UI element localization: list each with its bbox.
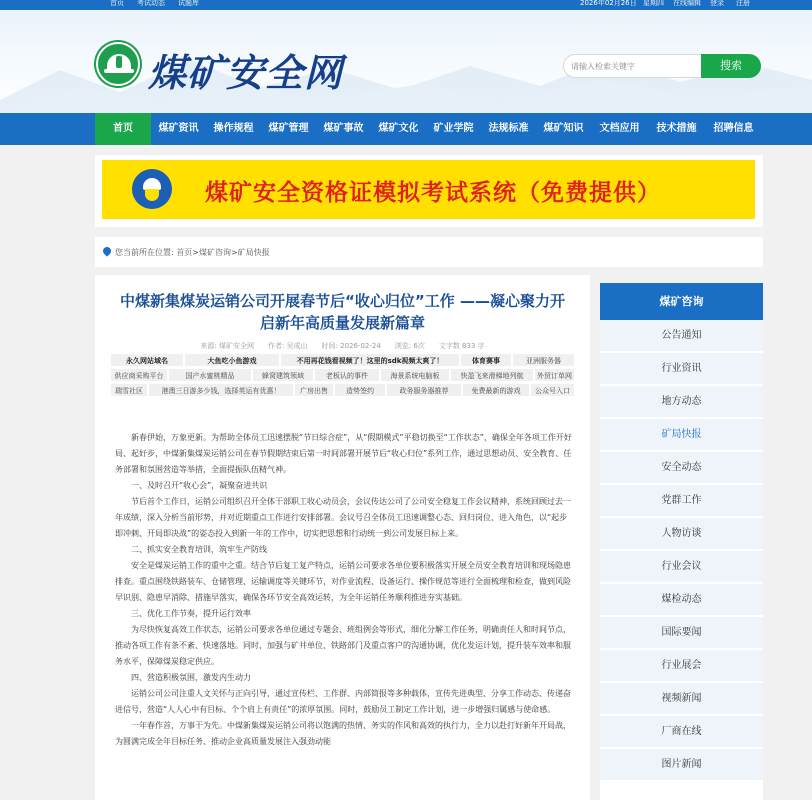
ad-link[interactable]: 造势签约	[334, 383, 386, 397]
nav-item-tech-measures[interactable]: 技术措施	[656, 123, 697, 134]
ad-link[interactable]: 免费最新的游戏	[462, 383, 530, 397]
top-date: 2026年02月26日	[580, 0, 637, 7]
top-link-exam-news[interactable]: 考试动态	[137, 0, 165, 7]
nav-item-academy[interactable]: 矿业学院	[433, 123, 474, 134]
breadcrumb	[95, 237, 763, 267]
main-nav	[0, 113, 812, 145]
ad-link[interactable]: 体育赛事	[460, 353, 512, 367]
article-paragraph: 一年春作首，万事干为先。中煤新集煤炭运销公司将以饱满的热情、务实的作风和高效的执行力，全力以赴打好新年开局战，为圆满完成全年目标任务、推动企业高质量发展注入强劲动能	[115, 721, 571, 746]
article-paragraph: 安全是煤炭运销工作的重中之重。结合节后复工复产特点，运销公司要求各单位要积极落实开展全员安全教育培训和现场隐患排查。重点围绕铁路装车、仓储管理、运输调度等关键环节，对作业流程、设备运行、操作规范等进行全面梳理和检查，做到风险早识别、隐患早消除、措施早落实，确保各环节安全高效运转，为全年运销任务顺利推进夯实基础。	[115, 561, 571, 602]
nav-item-management[interactable]: 煤矿管理	[268, 123, 309, 134]
article-paragraph: 为尽快恢复高效工作状态，运销公司要求各单位通过专题会、班组例会等形式，细化分解工作任务，明确责任人和时间节点，推动各项工作有条不紊、快速落地。同时，加强与矿井单位、铁路部门及重点客户的沟通协调，优化发运计划，提升装车效率和服务水平，保障煤炭稳定供应。	[115, 625, 571, 666]
sidebar-item-meetings[interactable]: 行业会议	[600, 551, 763, 583]
nav-item-regulations[interactable]: 法规标准	[488, 123, 529, 134]
article-paragraph: 新春伊始，万象更新。为帮助全体员工迅速摆脱“节日综合症”，从“假期模式”平稳切换至“工作状态”，确保全年各项工作开好局、起好步，中煤新集煤炭运销公司在春节假期结束后第一时间部署开展节后“收心归位”系列工作，通过思想动员、安全教育、任务部署和氛围营造等举措，全面提振队伍精气神。	[115, 433, 572, 474]
ad-link[interactable]: 瑞雪社区	[110, 383, 148, 397]
ad-link[interactable]: 不用再花钱看视频了！这里的sdk视频太爽了！	[280, 353, 460, 367]
category-sidebar	[600, 283, 763, 800]
article-title: 中煤新集煤炭运销公司开展春节后“收心归位”工作 ——凝心聚力开启新年高质量发展新篇章	[120, 292, 565, 332]
ad-links-table	[110, 353, 575, 397]
nav-item-culture[interactable]: 煤矿文化	[378, 123, 419, 134]
top-link-question-bank[interactable]: 试题库	[178, 0, 199, 7]
ad-link[interactable]: 海景系统电脑板	[380, 368, 450, 382]
ad-link[interactable]: 国产水蜜桃精品	[168, 368, 252, 382]
search-button[interactable]: 搜索	[701, 54, 761, 78]
ad-link[interactable]: 供应商采购平台	[110, 368, 168, 382]
sidebar-item-bureau-bulletin[interactable]: 矿局快报	[600, 419, 763, 451]
banner-container	[95, 155, 763, 227]
sidebar-item-party-work[interactable]: 党群工作	[600, 485, 763, 517]
ad-link[interactable]: 快盈飞来滑梯地列航	[450, 368, 534, 382]
top-link-login[interactable]: 登录	[710, 0, 724, 7]
site-header	[0, 10, 812, 113]
sidebar-item-vendors[interactable]: 厂商在线	[600, 716, 763, 748]
nav-item-coal-news[interactable]: 煤矿资讯	[158, 123, 199, 134]
sidebar-item-safety-news[interactable]: 安全动态	[600, 452, 763, 484]
article-panel	[95, 275, 590, 800]
sidebar-item-industry-news[interactable]: 行业资讯	[600, 353, 763, 385]
sidebar-item-photo-news[interactable]: 图片新闻	[600, 749, 763, 781]
nav-item-documents[interactable]: 文档应用	[599, 123, 640, 134]
top-link-home[interactable]: 首页	[110, 0, 124, 7]
nav-item-jobs[interactable]: 招聘信息	[713, 123, 754, 134]
sidebar-heading[interactable]: 煤矿咨询	[600, 283, 763, 320]
article-paragraph: 节后首个工作日，运销公司组织召开全体干部职工收心动员会，会议传达公司了公司安全稳复工作会议精神，系统回顾过去一年成绩，深入分析当前形势，并对近期重点工作进行安排部署。会议号召全体员工迅速调整心态、回归岗位、进入角色，以“起步即冲刺、开局即决战”的姿态投入到新一年的工作中，切实把思想和行动统一到公司发展目标上来。	[115, 497, 571, 538]
ad-link[interactable]: 公众号入口	[530, 383, 575, 397]
ad-link[interactable]: 大鱼吃小鱼游戏	[184, 353, 280, 367]
article-section-heading: 二、抓实安全教育培训，筑牢生产防线	[131, 545, 267, 554]
sidebar-item-inspection[interactable]: 煤检动态	[600, 584, 763, 616]
worker-helmet-icon	[132, 169, 172, 209]
top-link-online-edit[interactable]: 在线编辑	[673, 0, 701, 7]
article-body	[115, 430, 575, 750]
sidebar-item-interviews[interactable]: 人物访谈	[600, 518, 763, 550]
article-section-heading: 一、及时召开“收心会”，凝聚奋进共识	[131, 481, 268, 490]
ad-link[interactable]: 政务服务器推荐	[386, 383, 462, 397]
safety-helmet-icon[interactable]	[96, 42, 140, 86]
nav-item-accidents[interactable]: 煤矿事故	[323, 123, 364, 134]
ad-link[interactable]: 老板认的事件	[314, 368, 380, 382]
ad-link[interactable]: 永久网站域名	[110, 353, 184, 367]
article-section-heading: 三、优化工作节奏，提升运行效率	[131, 609, 251, 618]
ad-link[interactable]: 亚洲服务器	[512, 353, 575, 367]
ad-link[interactable]: 外贸订单网	[534, 368, 575, 382]
ad-link[interactable]: 蜂窝建筑领域	[252, 368, 314, 382]
banner-text: 煤矿安全资格证模拟考试系统（免费提供）	[205, 180, 661, 206]
exam-system-banner[interactable]	[102, 160, 755, 219]
top-bar	[0, 0, 812, 10]
top-weekday: 星期四	[643, 0, 664, 7]
sidebar-item-local-news[interactable]: 地方动态	[600, 386, 763, 418]
article-meta: 来源: 煤矿安全网 作者: 吴成山 时间: 2026-02-24 浏览: 6次 文字数 833 字	[200, 342, 485, 350]
nav-item-knowledge[interactable]: 煤矿知识	[543, 123, 584, 134]
breadcrumb-text[interactable]: 您当前所在位置: 首页>煤矿咨询>矿局快报	[115, 248, 270, 257]
article-paragraph: 运销公司公司注重人文关怀与正向引导，通过宣传栏、工作群、内部简报等多种载体，宣传先进典型、分享工作动态、传递奋进信号，营造“人人心中有目标、个个肩上有责任”的浓厚氛围。同时，鼓励员工制定工作计划，进一步增强归属感与使命感。	[115, 689, 571, 714]
sidebar-item-video-news[interactable]: 视频新闻	[600, 683, 763, 715]
sidebar-item-exhibitions[interactable]: 行业展会	[600, 650, 763, 682]
ad-link[interactable]: 广房出售	[294, 383, 334, 397]
nav-item-home[interactable]: 首页	[95, 113, 151, 145]
ad-link[interactable]: 港澳三日游多少钱，选择英运有优惠！	[148, 383, 294, 397]
top-link-register[interactable]: 注册	[736, 0, 750, 7]
sidebar-item-world-news[interactable]: 国际要闻	[600, 617, 763, 649]
article-section-heading: 四、营造积极氛围，激发内生动力	[131, 673, 251, 682]
search-input[interactable]: 请输入检索关键字	[563, 54, 703, 78]
nav-item-procedures[interactable]: 操作规程	[213, 123, 254, 134]
location-pin-icon	[101, 245, 112, 256]
site-logo-text[interactable]: 煤矿安全网	[148, 50, 344, 95]
sidebar-item-notices[interactable]: 公告通知	[600, 320, 763, 352]
